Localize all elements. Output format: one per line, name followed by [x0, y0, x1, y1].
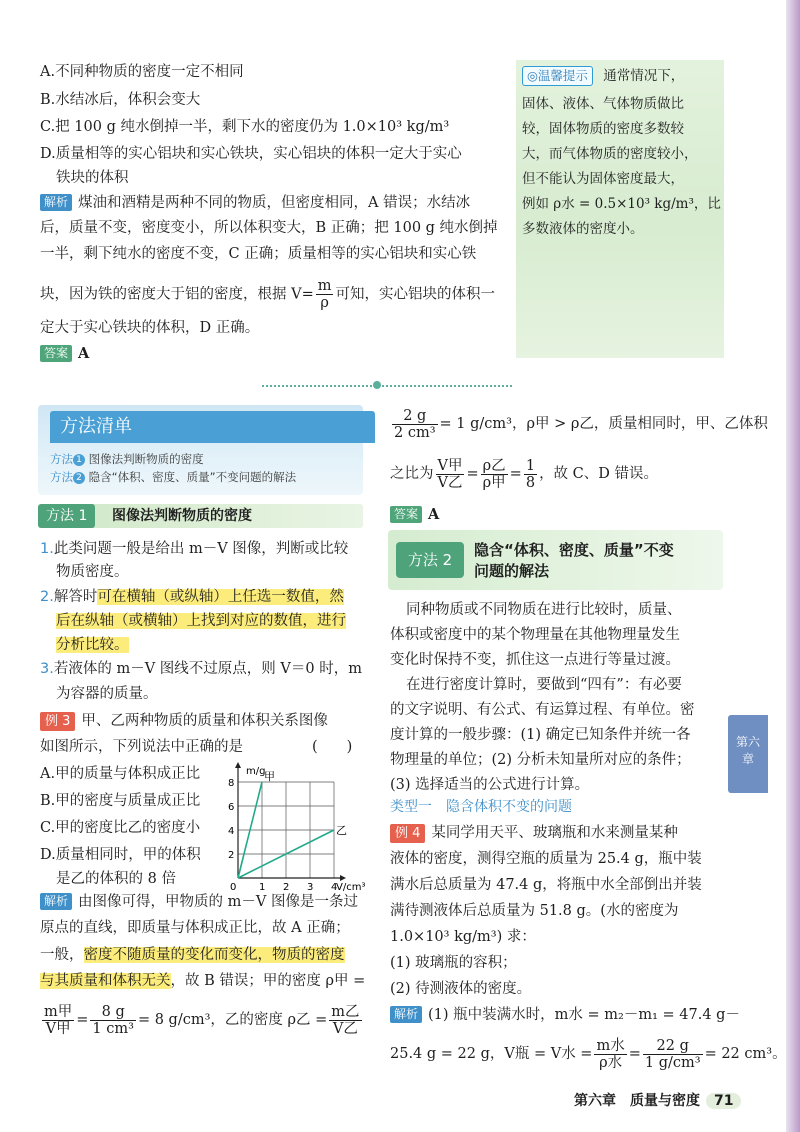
graph-grid: [238, 782, 334, 878]
point-text: 此类问题一般是给出 m－V 图像，判断或比较: [53, 541, 349, 557]
example3-analysis-line2: 原点的直线，即质量与体积成正比，故 A 正确；: [40, 920, 350, 936]
example-tag: 例 4: [390, 824, 425, 843]
example3-question-line2: 如图所示，下列说法中正确的是: [40, 739, 243, 755]
method2-p1-line3: 变化时保持不变，抓住这一点进行等量过渡。: [390, 652, 680, 668]
formula-fraction: [436, 458, 465, 491]
analysis-text: ，故 C、D 错误。: [539, 466, 659, 482]
m-v-graph: [222, 762, 370, 894]
formula-fraction: [524, 458, 537, 491]
page-footer: [574, 1090, 741, 1110]
fraction-numerator: V甲: [437, 457, 463, 474]
fraction-numerator: m: [317, 278, 332, 294]
example4-analysis-line1: [390, 1005, 740, 1025]
example3-answer: [390, 505, 439, 525]
section-divider: [262, 385, 512, 387]
example4-analysis-line2: 25.4 g = 22 g，V瓶 = V水 = $\frac{\text{m水}}{\text{ρ水}}$ = $\frac{22 g}{\text{1 g/cm³}}$ = 22 cm³。: [390, 1037, 787, 1071]
analysis-tag: 解析: [40, 194, 72, 211]
top-analysis-line1: [40, 193, 470, 213]
method1-point2-line2: [56, 611, 346, 631]
option-d-line1: D.质量相等的实心铝块和实心铁块，实心铝块的体积一定大于实心: [40, 146, 462, 162]
fraction-numerator: 2 g: [392, 408, 438, 425]
fraction-numerator: 1: [525, 457, 536, 474]
tip-line5: 但不能认为固体密度最大，: [522, 171, 684, 187]
tip-line7: 多数液体的密度小。: [522, 221, 644, 237]
divider-dot: [373, 381, 381, 389]
x-axis-arrow: [340, 875, 346, 881]
origin-label: 0: [230, 882, 237, 893]
x-tick-label: 1: [259, 882, 266, 893]
footer-chapter: 第六章 质量与密度: [574, 1093, 700, 1109]
y-tick-label: 8: [228, 778, 235, 789]
method2-header: [388, 530, 723, 590]
top-analysis-line5: 定大于实心铁块的体积，D 正确。: [40, 320, 260, 336]
answer-tag: 答案: [40, 345, 72, 362]
chapter-side-tab[interactable]: [728, 715, 768, 793]
point-number: 2.: [40, 589, 54, 605]
point-text: 若液体的 m－V 图线不过原点，则 V＝0 时，m: [53, 661, 362, 677]
formula-fraction: [90, 1004, 136, 1037]
analysis-text: = 1 g/cm³，ρ甲 > ρ乙，质量相同时，甲、乙体积: [439, 416, 768, 432]
analysis-tag: 解析: [40, 893, 72, 910]
tip-line3: 较，固体物质的密度多数较: [522, 121, 684, 137]
method2-p1-line1: 同种物质或不同物质在进行比较时，质量、: [406, 602, 682, 618]
side-tab-line1: 第六: [735, 735, 760, 749]
method-list-item-1: [50, 451, 204, 467]
formula-fraction: [42, 1004, 74, 1037]
example3-analysis-line3: [40, 945, 345, 965]
analysis-text: ，故 B 错误；甲的密度 ρ甲 =: [170, 973, 366, 989]
method1-title: 图像法判断物质的密度: [112, 508, 252, 524]
method-list-item-2: [50, 469, 296, 485]
page-edge-strip: [786, 0, 800, 1132]
fraction-denominator: 2 cm³: [394, 424, 436, 441]
method-list-title: 方法清单: [50, 411, 375, 443]
series-label: 乙: [336, 824, 347, 837]
analysis-text: 一般，: [40, 947, 84, 963]
highlighted-text: 可在横轴（或纵轴）上任选一数值，然: [97, 589, 344, 605]
formula-fraction: [594, 1038, 626, 1071]
x-tick-label: 2: [283, 882, 290, 893]
method1-tag: 方法 1: [38, 504, 95, 528]
example3-analysis-line4: [40, 971, 365, 991]
method2-p2-line3: 度计算的一般步骤：(1) 确定已知条件并统一各: [390, 727, 691, 743]
highlighted-text: 后在纵轴（或横轴）上找到对应的数值，进行: [56, 613, 346, 629]
y-axis-label: m/g: [246, 766, 266, 777]
method2-p1-line2: 体积或密度中的某个物理量在其他物理量发生: [390, 627, 680, 643]
option-c: C.把 100 g 纯水倒掉一半，剩下水的密度仍为 1.0×10³ kg/m³: [40, 119, 450, 135]
analysis-text: (1) 瓶中装满水时，m水 = m₂－m₁ = 47.4 g－: [428, 1007, 740, 1023]
example4-line4: 满待测液体后总质量为 51.8 g。(水的密度为: [390, 903, 679, 919]
formula-fraction: [316, 278, 334, 311]
answer-tag: 答案: [390, 506, 422, 523]
highlighted-text: 与其质量和体积无关: [40, 973, 171, 989]
fraction-numerator: m水: [596, 1037, 625, 1054]
example-tag: 例 3: [40, 712, 75, 731]
formula-fraction: [481, 458, 508, 491]
formula-fraction: [329, 1004, 361, 1037]
answer-value: A: [78, 345, 90, 362]
fraction-numerator: m甲: [44, 1003, 73, 1020]
question-text: 甲、乙两种物质的质量和体积关系图像: [81, 713, 328, 729]
example3-option-d-line2: 是乙的体积的 8 倍: [56, 871, 176, 887]
y-axis-arrow: [235, 762, 241, 768]
method-number-badge: 2: [73, 472, 85, 484]
top-answer: [40, 344, 89, 364]
answer-value: A: [428, 506, 440, 523]
option-b: B.水结冰后，体积会变大: [40, 92, 201, 108]
method1-point2-line3: [56, 635, 129, 655]
analysis-text: 之比为: [390, 466, 434, 482]
type-one-heading: 类型一 隐含体积不变的问题: [390, 799, 572, 815]
y-tick-label: 6: [228, 802, 235, 813]
analysis-text: = 22 cm³。: [704, 1046, 787, 1062]
fraction-denominator: ρ水: [599, 1054, 623, 1071]
method1-point1-line2: 物质密度。: [56, 564, 129, 580]
top-analysis-line4: [40, 278, 495, 311]
top-analysis-line3: 一半，剩下纯水的密度不变，C 正确；质量相等的实心铝块和实心铁: [40, 246, 477, 262]
fraction-denominator: 1 cm³: [92, 1020, 134, 1037]
method1-point1-line1: [40, 539, 348, 559]
example4-line7: (2) 待测液体的密度。: [390, 981, 532, 997]
example3-analysis-line1: [40, 892, 358, 912]
highlighted-text: 密度不随质量的变化而变化，物质的密度: [83, 947, 345, 963]
x-tick-label: 3: [307, 882, 314, 893]
fraction-denominator: ρ: [320, 295, 329, 311]
method-number-badge: 1: [73, 454, 85, 466]
tip-line2: 固体、液体、气体物质做比: [522, 96, 684, 112]
method-item-text: 图像法判断物质的密度: [88, 452, 204, 466]
example3-option-d-line1: D.质量相同时，甲的体积: [40, 847, 201, 863]
answer-paren: ( ): [312, 739, 353, 755]
method1-point3-line2: 为容器的质量。: [56, 686, 158, 702]
point-text: 解答时: [53, 589, 98, 605]
method-list-box: [38, 405, 363, 495]
fraction-denominator: 1 g/cm³: [644, 1054, 701, 1071]
method1-point3-line1: [40, 659, 362, 679]
analysis-text: 可知，实心铝块的体积一: [335, 286, 495, 303]
highlighted-text: 分析比较。: [56, 637, 129, 653]
example3-option-c: C.甲的密度比乙的密度小: [40, 820, 201, 836]
y-tick-label: 4: [228, 826, 235, 837]
tip-badge-label: 温馨提示: [537, 68, 588, 83]
formula-fraction: [643, 1038, 703, 1071]
example3-analysis-line5: $\frac{\text{m甲}}{\text{V甲}}$ = $\frac{8 g}{\text{1 cm³}}$ = 8 g/cm³，乙的密度 ρ乙 = $\frac{\text{m乙}}{\text{V乙}}$: [44, 1003, 360, 1037]
tip-line1: [522, 66, 684, 86]
example3-question-line1: [40, 711, 328, 731]
example3-option-a: A.甲的质量与体积成正比: [40, 766, 201, 782]
method1-header: [38, 504, 363, 528]
fraction-numerator: ρ乙: [482, 457, 506, 474]
example3-cont-line1: [390, 406, 768, 442]
page-number: 71: [706, 1093, 741, 1109]
question-text: 某同学用天平、玻璃瓶和水来测量某种: [431, 825, 678, 841]
method2-p2-line1: 在进行密度计算时，要做到“四有”：有必要: [406, 677, 682, 693]
tip-badge: [522, 66, 593, 86]
fraction-numerator: m乙: [331, 1003, 360, 1020]
example3-option-b: B.甲的密度与质量成正比: [40, 793, 201, 809]
method2-tag: 方法 2: [396, 542, 464, 578]
tip-line4: 大，而气体物质的密度较小，: [522, 146, 698, 162]
method2-p2-line2: 的文字说明、有公式、有运算过程、有单位。密: [390, 702, 695, 718]
tip-line6: 例如 ρ水 = 0.5×10³ kg/m³，比: [522, 196, 721, 212]
x-tick-label: 4: [331, 882, 338, 893]
analysis-tag: 解析: [390, 1006, 422, 1023]
option-d-line2: 铁块的体积: [56, 170, 129, 186]
fraction-denominator: V乙: [332, 1020, 358, 1037]
fraction-denominator: V乙: [437, 474, 463, 491]
example3-cont-line2: 之比为 $\frac{\text{V甲}}{\text{V乙}}$ = $\frac{\text{ρ乙}}{\text{ρ甲}}$ = $\frac{1}{8}$ ，故 C、D 错误。: [390, 457, 659, 491]
method-prefix: 方法: [50, 452, 73, 466]
method2-p2-line5: (3) 选择适当的公式进行计算。: [390, 777, 590, 793]
example4-line5: 1.0×10³ kg/m³) 求：: [390, 929, 536, 945]
method2-title-line2: 问题的解法: [474, 562, 550, 580]
side-tab-line2: 章: [741, 752, 754, 766]
method2-p2-line4: 物理量的单位；(2) 分析未知量所对应的条件；: [390, 752, 691, 768]
example4-line6: (1) 玻璃瓶的容积；: [390, 955, 517, 971]
point-number: 1.: [40, 541, 54, 557]
method-prefix: 方法: [50, 470, 73, 484]
analysis-text: 块，因为铁的密度大于铝的密度，根据 V=: [40, 286, 314, 303]
option-a: A.不同种物质的密度一定不相同: [40, 64, 244, 80]
analysis-text: = 8 g/cm³，乙的密度 ρ乙 =: [137, 1012, 328, 1028]
tip-text: 通常情况下，: [603, 68, 685, 84]
analysis-text: 25.4 g = 22 g，V瓶 = V水 =: [390, 1046, 593, 1062]
example4-line1: [390, 823, 678, 843]
fraction-denominator: ρ甲: [482, 474, 506, 491]
method1-point2-line1: [40, 587, 344, 607]
fraction-numerator: 22 g: [643, 1038, 703, 1055]
example4-line2: 液体的密度，测得空瓶的质量为 25.4 g，瓶中装: [390, 851, 702, 867]
formula-fraction: [392, 408, 438, 441]
method-item-text: 隐含“体积、密度、质量”不变问题的解法: [88, 470, 297, 484]
fraction-denominator: 8: [525, 474, 536, 491]
series-label: 甲: [264, 770, 275, 783]
y-tick-label: 2: [228, 850, 235, 861]
bulb-icon: ◎: [527, 68, 538, 83]
method2-title-line1: 隐含“体积、密度、质量”不变: [474, 541, 674, 559]
fraction-denominator: V甲: [45, 1020, 71, 1037]
analysis-text: 由图像可得，甲物质的 m－V 图像是一条过: [78, 894, 358, 910]
x-axis-label: V/cm³: [336, 882, 366, 893]
fraction-numerator: 8 g: [90, 1004, 136, 1021]
analysis-text: 煤油和酒精是两种不同的物质，但密度相同，A 错误；水结冰: [78, 195, 471, 211]
top-analysis-line2: 后，质量不变，密度变小，所以体积变大，B 正确；把 100 g 纯水倒掉: [40, 220, 498, 236]
example4-line3: 满水后总质量为 47.4 g，将瓶中水全部倒出并装: [390, 877, 702, 893]
point-number: 3.: [40, 661, 54, 677]
